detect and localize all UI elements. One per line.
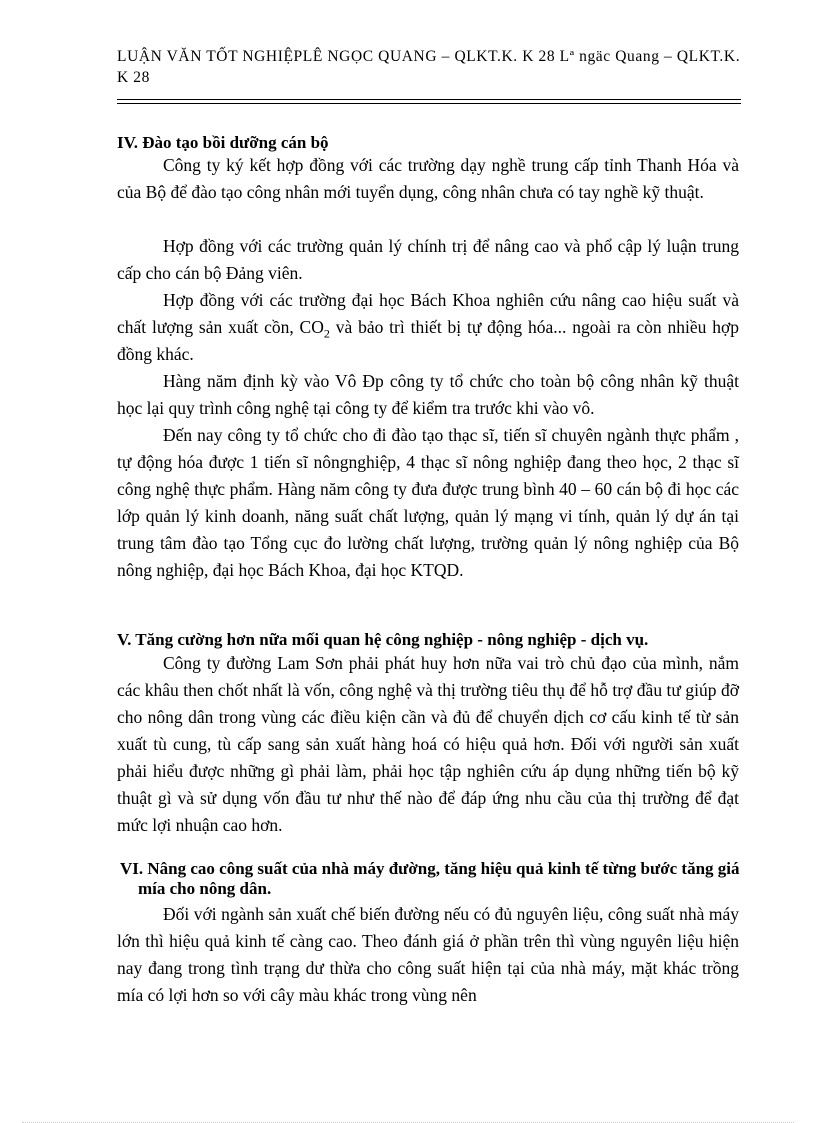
paragraph: Hàng năm định kỳ vào Vô Đp công ty tổ chức cho toàn bộ công nhân kỹ thuật học lại quy trình công nghệ tại công ty để kiểm tra trước khi vào vô. <box>117 371 739 418</box>
paragraph: Hợp đồng với các trường quản lý chính trị để nâng cao và phổ cập lý luận trung cấp cho cán bộ Đảng viên. <box>117 236 739 283</box>
header-rule-bottom <box>117 103 741 104</box>
paragraph: Công ty đường Lam Sơn phải phát huy hơn nữa vai trò chủ đạo của mình, nắm các khâu then chốt nhất là vốn, công nghệ và thị trường tiêu thụ để hỗ trợ đầu tư giúp đỡ cho nông dân trong vùng các điều kiện cần và đủ để chuyển dịch cơ cấu kinh tế từ sản xuất tù cung, tù cấp sang sản xuất hàng hoá có hiệu quả hơn. Đối với người sản xuất phải hiểu được những gì phải làm, phải học tập nghiên cứu áp dụng những tiến bộ kỹ thuật gì và sử dụng vốn đầu tư như thế nào để đáp ứng nhu cầu của thị trường để đạt mức lợi nhuận cao hơn. <box>117 653 739 835</box>
section-heading-v: V. Tăng cường hơn nữa mối quan hệ công nghiệp - nông nghiệp - dịch vụ. <box>117 630 649 649</box>
paragraph <box>117 287 739 368</box>
paragraph-text-rest: và bảo trì thiết bị tự động hóa... ngoài ra còn nhiều hợp đồng khác. <box>117 317 739 364</box>
paragraph-text: Hợp đồng với các trường đại học Bách Khoa nghiên cứu nâng cao hiệu suất và chất lượng sản xuất cồn, CO <box>117 290 739 337</box>
header-rule-top <box>117 99 741 100</box>
paragraph: Công ty ký kết hợp đồng với các trường dạy nghề trung cấp tỉnh Thanh Hóa và của Bộ để đào tạo công nhân mới tuyển dụng, công nhân chưa có tay nghề kỹ thuật. <box>117 155 739 202</box>
paragraph: Đối với ngành sản xuất chế biến đường nếu có đủ nguyên liệu, công suất nhà máy lớn thì hiệu quả kinh tế càng cao. Theo đánh giá ở phần trên thì vùng nguyên liệu hiện nay đang trong tình trạng dư thừa cho công suất hiện tại của nhà máy, mặt khác trồng mía có lợi hơn so với cây màu khác trong vùng nên <box>117 904 739 1005</box>
section-heading-vi: VI. Nâng cao công suất của nhà máy đường, tăng hiệu quả kinh tế từng bước tăng giá mía cho nông dân. <box>120 859 740 898</box>
page-header: LUẬN VĂN TỐT NGHIỆPLÊ NGỌC QUANG – QLKT.K. K 28 Lª ngäc Quang – QLKT.K. K 28 <box>117 48 741 86</box>
paragraph: Đến nay công ty tổ chức cho đi đào tạo thạc sĩ, tiến sĩ chuyên ngành thực phẩm , tự động hóa được 1 tiến sĩ nôngnghiệp, 4 thạc sĩ nông nghiệp đang theo học, 2 thạc sĩ công nghệ thực phẩm. Hàng năm công ty đưa được trung bình 40 – 60 cán bộ đi học các lớp quản lý kinh doanh, năng suất chất lượng, quản lý mạng vi tính, quản lý dự án tại trung tâm đào tạo Tổng cục đo lường chất lượng, trường quản lý nông nghiệp của Bộ nông nghiệp, đại học Bách Khoa, đại học KTQD. <box>117 425 739 580</box>
section-heading-iv: IV. Đào tạo bồi dưỡng cán bộ <box>117 133 329 152</box>
subscript: 2 <box>323 326 330 341</box>
